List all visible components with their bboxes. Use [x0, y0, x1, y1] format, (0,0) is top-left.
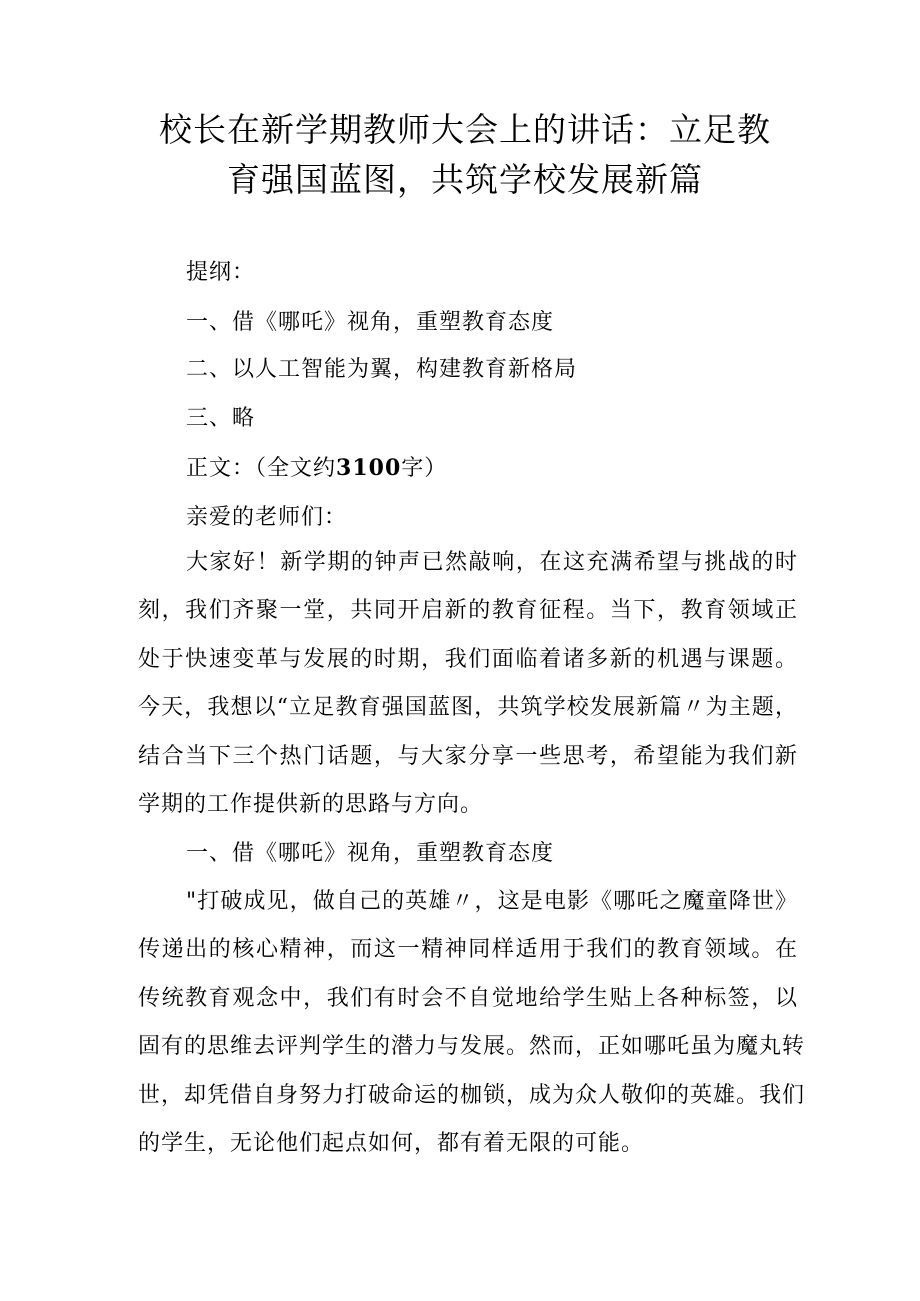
paragraph-1-line-6: 学期的工作提供新的思路与方向。: [138, 792, 484, 817]
outline-label: 提纲：: [186, 260, 256, 285]
paragraph-2-line-3: 传统教育观念中，我们有时会不自觉地给学生贴上各种标签，以: [138, 986, 798, 1011]
outline-item-1: 一、借《哪吒》视角，重塑教育态度: [186, 310, 555, 335]
outline-item-2: 二、以人工智能为翼，构建教育新格局: [186, 357, 578, 382]
paragraph-2-line-5: 世，却凭借自身努力打破命运的枷锁，成为众人敬仰的英雄。我们: [138, 1083, 806, 1108]
paragraph-2-line-4: 固有的思维去评判学生的潜力与发展。然而，正如哪吒虽为魔丸转: [138, 1034, 806, 1059]
paragraph-1-line-5: 结合当下三个热门话题，与大家分享一些思考，希望能为我们新: [138, 744, 798, 769]
section-1-heading: 一、借《哪吒》视角，重塑教育态度: [186, 841, 555, 866]
word-count-prefix: 正文：（全文约: [186, 456, 337, 481]
word-count-suffix: 字）: [401, 456, 448, 481]
greeting: 亲爱的老师们：: [186, 505, 348, 530]
document-title-line-1: 校长在新学期教师大会上的讲话：立足教: [159, 110, 771, 149]
paragraph-1-line-1: 大家好！新学期的钟声已然敲响，在这充满希望与挑战的时: [186, 550, 798, 575]
document-title-line-2: 育强国蓝图，共筑学校发展新篇: [227, 160, 703, 199]
paragraph-2-line-1: "打破成见，做自己的英雄〃，这是电影《哪吒之魔童降世》: [186, 889, 798, 914]
word-count-number: 3100: [336, 455, 402, 481]
paragraph-1-line-2: 刻，我们齐聚一堂，共同开启新的教育征程。当下，教育领域正: [138, 598, 798, 623]
outline-item-3: 三、略: [186, 406, 256, 431]
paragraph-2-line-6: 的学生，无论他们起点如何，都有着无限的可能。: [138, 1131, 645, 1156]
paragraph-1-line-3: 处于快速变革与发展的时期，我们面临着诸多新的机遇与课题。: [138, 647, 798, 672]
paragraph-2-line-2: 传递出的核心精神，而这一精神同样适用于我们的教育领域。在: [138, 937, 798, 962]
paragraph-1-line-4: 今天，我想以“立足教育强国蓝图，共筑学校发展新篇〃为主题，: [138, 695, 798, 720]
body-word-count: [186, 453, 846, 484]
